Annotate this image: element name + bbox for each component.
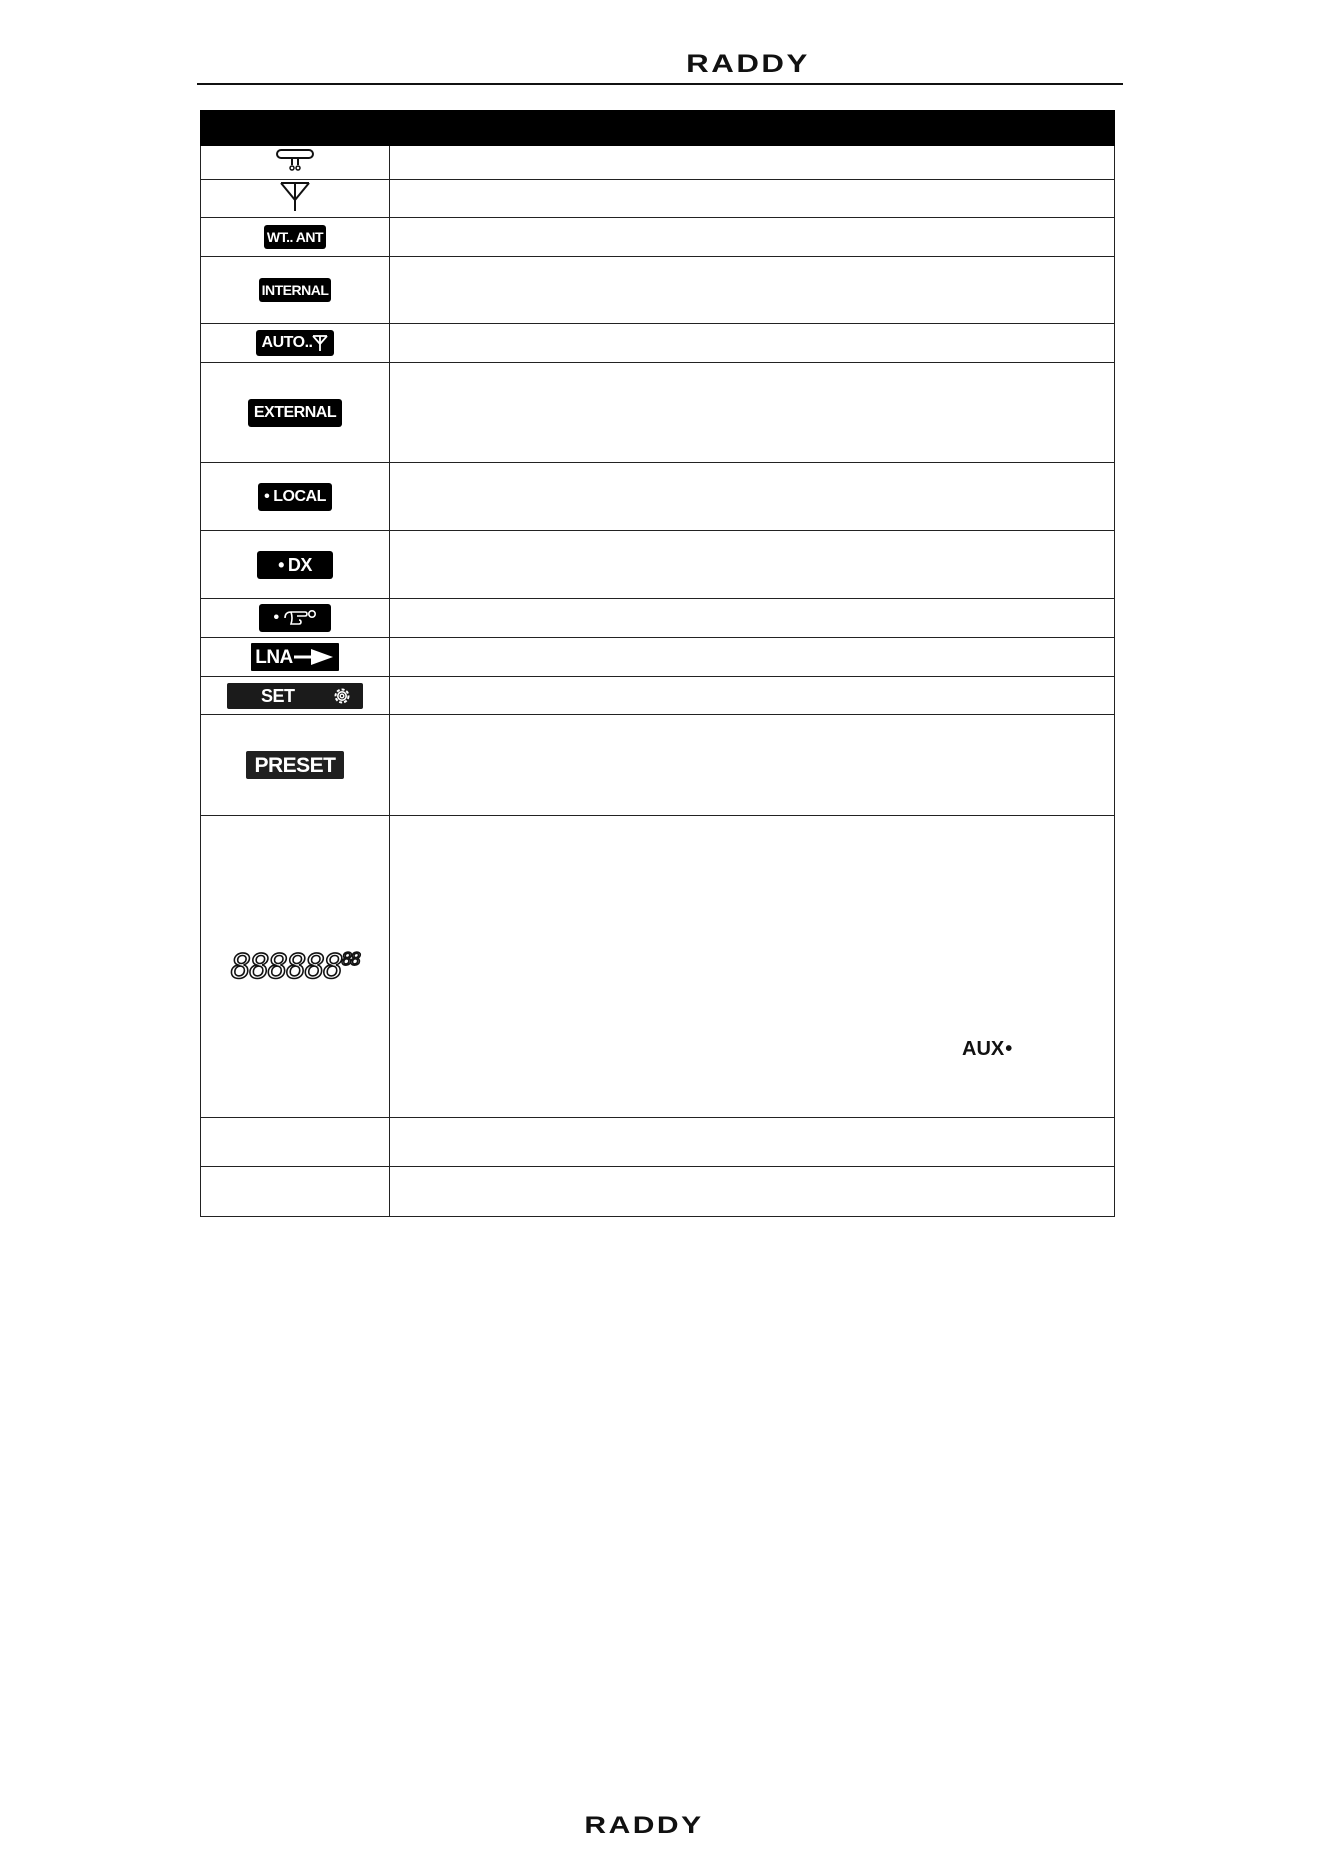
table-row xyxy=(201,638,1115,677)
description-cell xyxy=(390,463,1115,531)
icon-cell xyxy=(201,363,390,463)
loop-antenna-icon xyxy=(275,148,315,172)
table-row xyxy=(201,218,1115,257)
hand-pointer-badge xyxy=(259,604,331,632)
icon-cell xyxy=(201,677,390,715)
dx-badge: • DX xyxy=(257,551,333,579)
segment-digits-small: 88 xyxy=(341,948,360,970)
table-row xyxy=(201,180,1115,218)
aux-indicator: AUX • xyxy=(962,1038,1012,1061)
description-cell xyxy=(390,677,1115,715)
antenna-icon xyxy=(278,180,312,212)
description-cell xyxy=(390,599,1115,638)
icon-cell xyxy=(201,816,390,1118)
table-header-row xyxy=(201,111,1115,146)
description-cell xyxy=(390,180,1115,218)
table-row xyxy=(201,599,1115,638)
icon-cell xyxy=(201,324,390,363)
icon-cell xyxy=(201,638,390,677)
external-badge: EXTERNAL xyxy=(248,399,342,427)
description-cell xyxy=(390,146,1115,180)
wt-ant-badge: WT.. ANT xyxy=(264,225,326,249)
table-row xyxy=(201,146,1115,180)
icon-cell xyxy=(201,463,390,531)
description-cell xyxy=(390,324,1115,363)
description-cell xyxy=(390,531,1115,599)
arrow-right-icon xyxy=(293,647,335,667)
table-row xyxy=(201,463,1115,531)
preset-badge: PRESET xyxy=(246,751,343,779)
antenna-icon xyxy=(312,334,328,352)
hand-pointer-icon xyxy=(283,608,317,628)
table-row xyxy=(201,1167,1115,1217)
icon-cell xyxy=(201,599,390,638)
table-row xyxy=(201,257,1115,324)
description-cell xyxy=(390,363,1115,463)
set-label: SET xyxy=(261,685,295,706)
description-cell xyxy=(390,257,1115,324)
brand-logo-bottom: RADDY xyxy=(584,1812,704,1839)
segment-digits: 888888 xyxy=(230,946,342,987)
table-row xyxy=(201,715,1115,816)
lna-label: LNA xyxy=(255,646,293,668)
brand-logo-top: RADDY xyxy=(686,50,810,78)
description-cell xyxy=(390,1167,1115,1217)
description-cell xyxy=(390,1118,1115,1167)
header-cell-icon xyxy=(201,111,390,146)
icon-cell xyxy=(201,1167,390,1217)
table-row xyxy=(201,363,1115,463)
header-divider xyxy=(197,83,1123,85)
lna-badge xyxy=(251,643,339,671)
table-row xyxy=(201,677,1115,715)
table-row xyxy=(201,1118,1115,1167)
table-row xyxy=(201,531,1115,599)
icon-reference-table xyxy=(200,110,1115,1217)
description-cell xyxy=(390,638,1115,677)
header-cell-description xyxy=(390,111,1115,146)
icon-cell xyxy=(201,180,390,218)
icon-cell xyxy=(201,531,390,599)
icon-cell xyxy=(201,146,390,180)
segment-display-icon xyxy=(231,947,360,987)
icon-cell xyxy=(201,715,390,816)
auto-label: AUTO.. xyxy=(261,334,313,351)
auto-antenna-badge xyxy=(256,330,335,356)
table-row xyxy=(201,324,1115,363)
icon-cell xyxy=(201,218,390,257)
description-cell xyxy=(390,715,1115,816)
icon-cell xyxy=(201,257,390,324)
local-badge: • LOCAL xyxy=(258,483,332,511)
gear-icon xyxy=(331,685,353,707)
internal-badge: INTERNAL xyxy=(259,278,332,302)
set-badge xyxy=(227,683,363,709)
description-cell xyxy=(390,816,1115,1118)
table-row xyxy=(201,816,1115,1118)
icon-cell xyxy=(201,1118,390,1167)
description-cell xyxy=(390,218,1115,257)
